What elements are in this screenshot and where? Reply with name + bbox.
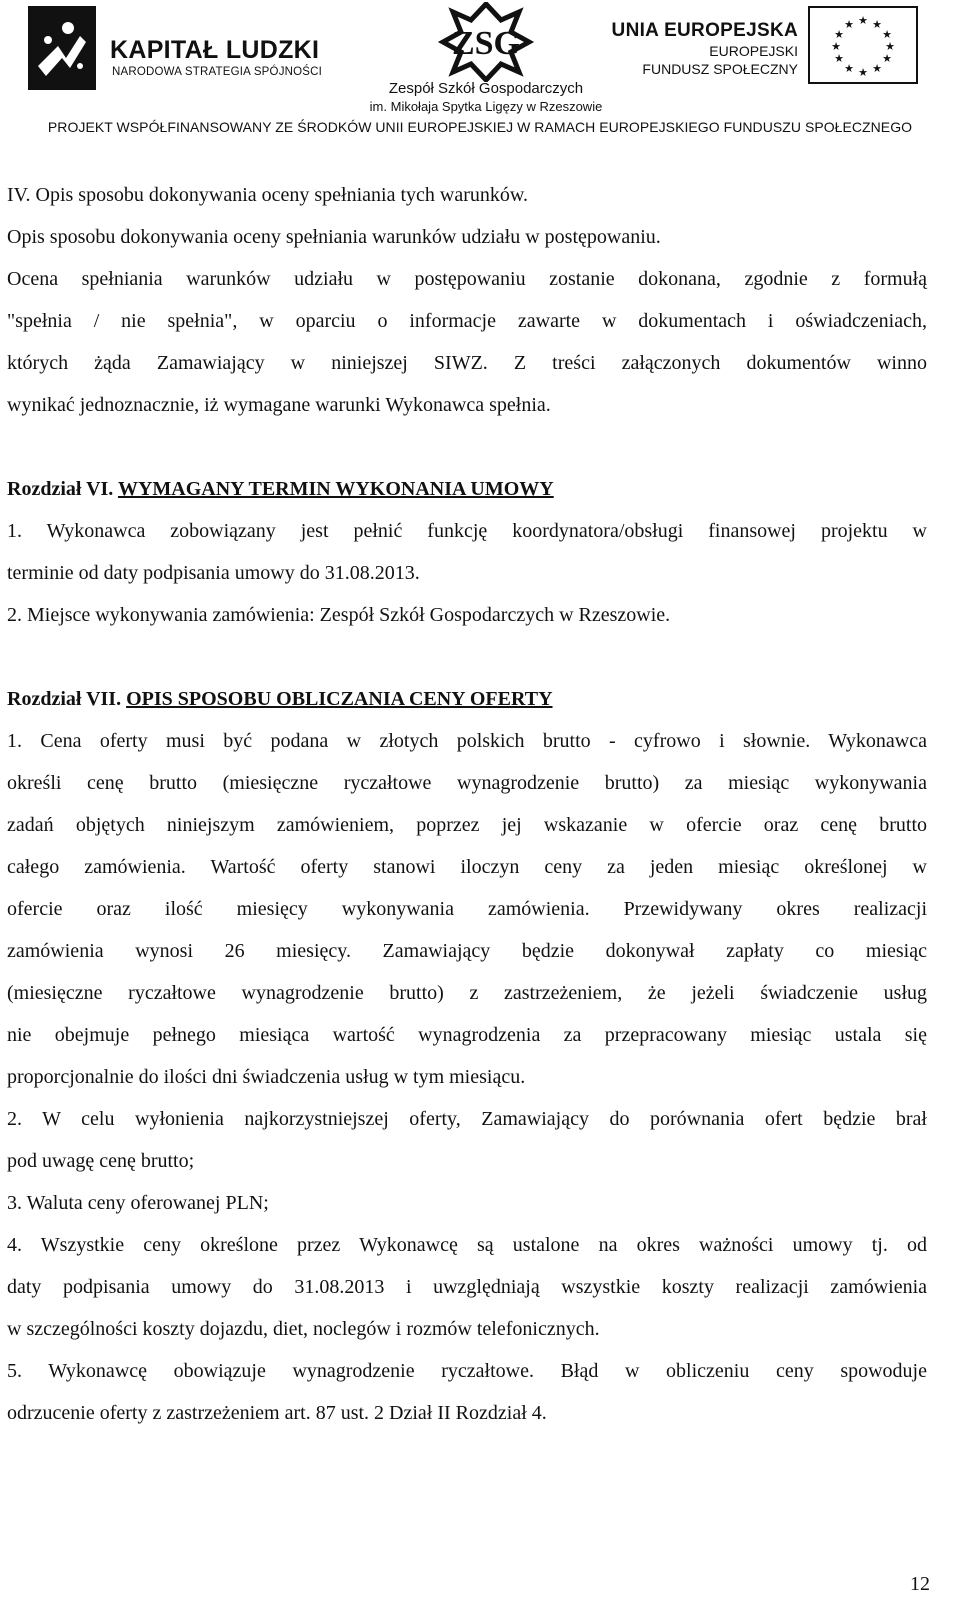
- paragraph-line: w szczególności koszty dojazdu, diet, noclegów i rozmów telefonicznych.: [7, 1318, 600, 1340]
- paragraph-line: zamówienia wynosi 26 miesięcy. Zamawiający będzie dokonywał zapłaty co miesiąc: [7, 940, 927, 962]
- page-header: [0, 0, 960, 145]
- paragraph-line: 2. W celu wyłonienia najkorzystniejszej oferty, Zamawiający do porównania ofert będzie brał: [7, 1108, 927, 1130]
- paragraph-line: których żąda Zamawiający w niniejszej SIWZ. Z treści załączonych dokumentów winno: [7, 352, 927, 374]
- chapter-vi-label: Rozdział VI.: [7, 478, 114, 500]
- svg-text:★: ★: [831, 40, 841, 53]
- svg-text:★: ★: [834, 52, 844, 65]
- paragraph-line: daty podpisania umowy do 31.08.2013 i uwzględniają wszystkie koszty realizacji zamówienia: [7, 1276, 927, 1298]
- paragraph-line: ofercie oraz ilość miesięcy wykonywania zamówienia. Przewidywany okres realizacji: [7, 898, 927, 920]
- school-emblem-letters: ZSG: [451, 25, 521, 62]
- svg-text:★: ★: [858, 14, 868, 27]
- chapter-vii-label: Rozdział VII.: [7, 688, 122, 710]
- paragraph-line: 1. Cena oferty musi być podana w złotych polskich brutto - cyfrowo i słownie. Wykonawca: [7, 730, 927, 752]
- chapter-vii-heading: [7, 686, 553, 712]
- svg-text:★: ★: [844, 62, 854, 75]
- svg-text:★: ★: [872, 62, 882, 75]
- paragraph-line: "spełnia / nie spełnia", w oparciu o informacje zawarte w dokumentach i oświadczeniach,: [7, 310, 927, 332]
- project-cofinancing-line: PROJEKT WSPÓŁFINANSOWANY ZE ŚRODKÓW UNII EUROPEJSKIEJ W RAMACH EUROPEJSKIEGO FUNDUSZU SPOŁECZNEGO: [47, 119, 913, 135]
- paragraph-line: Ocena spełniania warunków udziału w postępowaniu zostanie dokonana, zgodnie z formułą: [7, 268, 927, 290]
- paragraph-line: pod uwagę cenę brutto;: [7, 1150, 195, 1172]
- paragraph-line: wynikać jednoznacznie, iż wymagane warunki Wykonawca spełnia.: [7, 394, 551, 416]
- chapter-vi-title: WYMAGANY TERMIN WYKONANIA UMOWY: [117, 478, 554, 500]
- paragraph-line: nie obejmuje pełnego miesiąca wartość wynagrodzenia za przepracowany miesiąc ustala się: [7, 1024, 927, 1046]
- page-number: 12: [910, 1573, 930, 1595]
- paragraph-line: całego zamówienia. Wartość oferty stanowi iloczyn ceny za jeden miesiąc określonej w: [7, 856, 927, 878]
- paragraph-line: określi cenę brutto (miesięczne ryczałtowe wynagrodzenie brutto) za miesiąc wykonywania: [7, 772, 927, 794]
- school-logo: [326, 2, 646, 114]
- eu-logo: [611, 6, 940, 88]
- paragraph-line: (miesięczne ryczałtowe wynagrodzenie brutto) z zastrzeżeniem, że jeżeli świadczenie usług: [7, 982, 927, 1004]
- svg-text:★: ★: [844, 18, 854, 31]
- chapter-vi-heading: [7, 476, 554, 502]
- eu-line-2: EUROPEJSKI: [709, 43, 798, 59]
- svg-text:★: ★: [834, 28, 844, 41]
- school-name: Zespół Szkół Gospodarczych: [388, 80, 584, 97]
- school-emblem-icon: [421, 2, 551, 82]
- eu-logo-text: [612, 20, 798, 78]
- paragraph-line: 3. Waluta ceny oferowanej PLN;: [7, 1192, 269, 1214]
- kapital-ludzki-title: KAPITAŁ LUDZKI: [110, 36, 320, 64]
- svg-text:★: ★: [858, 66, 868, 79]
- paragraph-line: 1. Wykonawca zobowiązany jest pełnić funkcję koordynatora/obsługi finansowej projektu w: [7, 520, 927, 542]
- kapital-ludzki-subtitle: NARODOWA STRATEGIA SPÓJNOŚCI: [112, 66, 323, 78]
- paragraph-line: zadań objętych niniejszym zamówieniem, poprzez jej wskazanie w ofercie oraz cenę brutto: [7, 814, 927, 836]
- svg-text:★: ★: [885, 40, 895, 53]
- svg-text:★: ★: [882, 52, 892, 65]
- paragraph-line: 5. Wykonawcę obowiązuje wynagrodzenie ryczałtowe. Błąd w obliczeniu ceny spowoduje: [7, 1360, 927, 1382]
- svg-text:★: ★: [872, 18, 882, 31]
- eu-title: UNIA EUROPEJSKA: [611, 20, 798, 41]
- paragraph-line: terminie od daty podpisania umowy do 31.08.2013.: [7, 562, 420, 584]
- paragraph-line: 4. Wszystkie ceny określone przez Wykonawcę są ustalone na okres ważności umowy tj. od: [7, 1234, 927, 1256]
- kapital-ludzki-logo: [28, 6, 323, 90]
- eu-line-3: FUNDUSZ SPOŁECZNY: [642, 61, 798, 77]
- kapital-ludzki-logo-icon: [28, 6, 96, 90]
- chapter-vii-title: OPIS SPOSOBU OBLICZANIA CENY OFERTY: [126, 688, 553, 710]
- paragraph-line: proporcjonalnie do ilości dni świadczenia usług w tym miesiącu.: [7, 1066, 526, 1088]
- section-iv-subheading: Opis sposobu dokonywania oceny spełniania warunków udziału w postępowaniu.: [7, 226, 661, 248]
- paragraph-line: odrzucenie oferty z zastrzeżeniem art. 87 ust. 2 Dział II Rozdział 4.: [7, 1402, 547, 1424]
- section-iv-heading: IV. Opis sposobu dokonywania oceny spełniania tych warunków.: [7, 184, 529, 206]
- svg-text:★: ★: [882, 28, 892, 41]
- eu-flag-icon: [808, 6, 918, 84]
- paragraph-line: 2. Miejsce wykonywania zamówienia: Zespół Szkół Gospodarczych w Rzeszowie.: [7, 604, 671, 626]
- school-subtitle: im. Mikołaja Spytka Ligęzy w Rzeszowie: [369, 99, 603, 114]
